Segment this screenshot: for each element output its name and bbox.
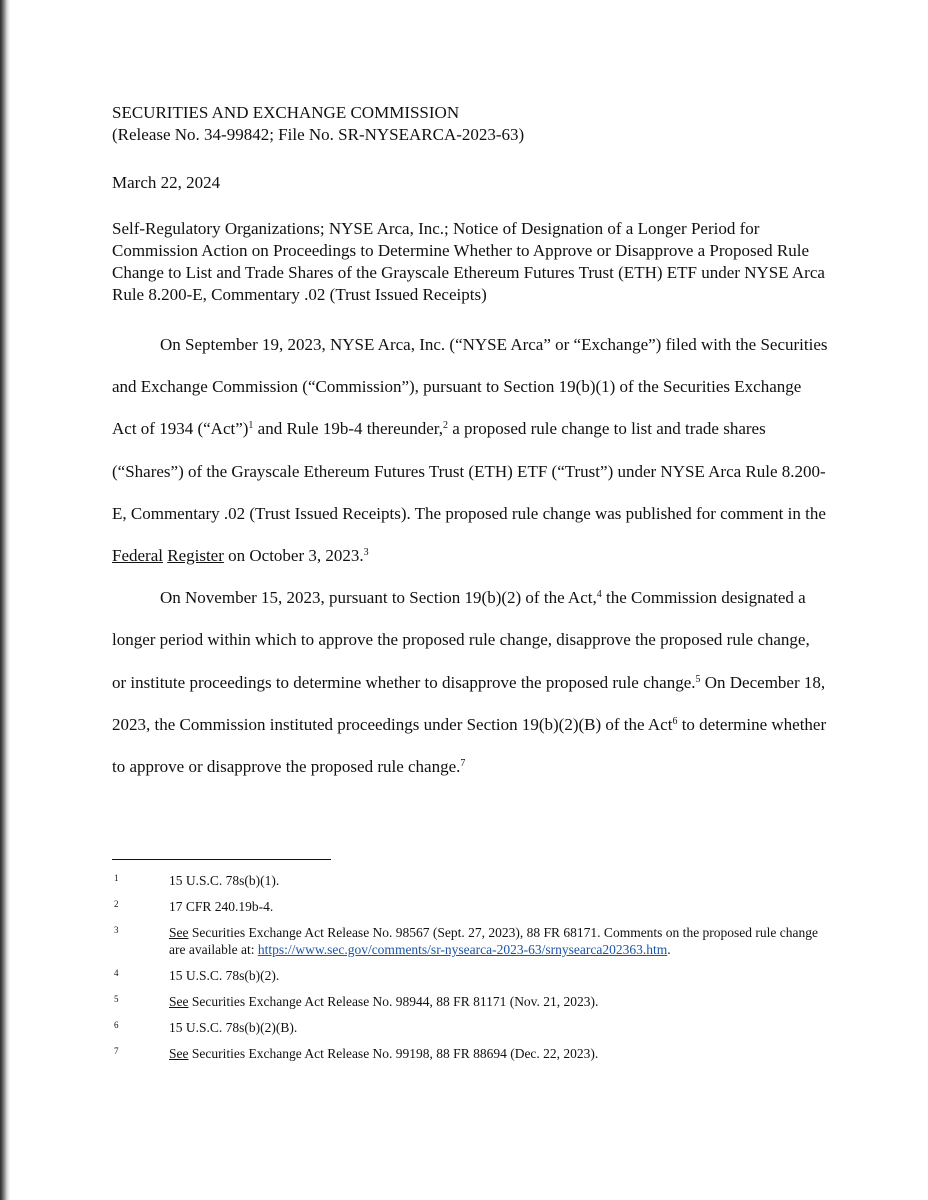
paragraph-1-text-c: a proposed rule change to list and trade shares (“Shares”) of the Grayscale Ethereum Futures Trust (ETH) ETF (“Trust”) under NYSE Arca Rule 8.200-E, Commentary .02 (Trust Issued Receipts). The proposed rule change was published for comment in the xyxy=(112,419,826,523)
document-page xyxy=(112,102,828,788)
footnote-ref-3: 3 xyxy=(363,547,369,559)
footnote-2-text: 17 CFR 240.19b-4. xyxy=(169,899,274,914)
sec-comments-link[interactable]: https://www.sec.gov/comments/sr-nysearca-2023-63/srnysearca202363.htm xyxy=(257,942,668,957)
document-date: March 22, 2024 xyxy=(112,173,221,192)
document-header xyxy=(112,102,828,146)
federal-word: Federal xyxy=(112,546,163,566)
footnote-5 xyxy=(112,993,828,1010)
footnote-ref-1: 1 xyxy=(248,420,254,432)
footnote-7-see: See xyxy=(169,1046,189,1061)
footnote-6-number: 6 xyxy=(114,1020,119,1030)
paragraph-2-text-b: the Commission designated a longer period within which to approve the proposed rule change, disapprove the proposed rule change, or institute proceedings to determine whether to disapprove the proposed rule change. xyxy=(112,588,810,692)
footnote-4-number: 4 xyxy=(114,968,119,978)
footnote-1-number: 1 xyxy=(114,873,119,883)
footnote-7 xyxy=(112,1045,828,1062)
footnote-3 xyxy=(112,924,828,958)
footnotes-section xyxy=(112,872,828,1062)
footnote-2-number: 2 xyxy=(114,899,119,909)
page-edge-shadow xyxy=(0,0,10,1200)
footnote-4-text: 15 U.S.C. 78s(b)(2). xyxy=(169,968,280,983)
paragraph-1-text-b: and Rule 19b-4 thereunder, xyxy=(253,419,443,439)
footnote-ref-2: 2 xyxy=(443,420,448,432)
footnote-3-text: Securities Exchange Act Release No. 98567 (Sept. 27, 2023), 88 FR 68171. Comments on the proposed rule change are available at: xyxy=(169,925,819,957)
agency-name: SECURITIES AND EXCHANGE COMMISSION xyxy=(112,103,460,122)
footnote-7-text: Securities Exchange Act Release No. 99198, 88 FR 88694 (Dec. 22, 2023). xyxy=(188,1046,599,1061)
paragraph-2-text-c: On December 18, 2023, the Commission instituted proceedings under Section 19(b)(2)(B) of the Act xyxy=(112,672,826,734)
footnote-5-number: 5 xyxy=(114,994,119,1004)
footnote-6-text: 15 U.S.C. 78s(b)(2)(B). xyxy=(169,1020,298,1035)
footnote-1 xyxy=(112,872,828,889)
footnote-5-see: See xyxy=(169,994,189,1009)
footnote-ref-4: 4 xyxy=(596,589,602,601)
paragraph-1-text-d: on October 3, 2023. xyxy=(223,546,364,566)
footnote-ref-6: 6 xyxy=(672,715,678,727)
footnote-ref-7: 7 xyxy=(460,758,466,770)
footnote-3-end: . xyxy=(667,942,671,957)
footnote-2 xyxy=(112,898,828,915)
paragraph-2-text-a: On November 15, 2023, pursuant to Section 19(b)(2) of the Act, xyxy=(160,588,597,608)
paragraph-2-text-d: to determine whether to approve or disapprove the proposed rule change. xyxy=(112,714,827,777)
release-number: (Release No. 34-99842; File No. SR-NYSEARCA-2023-63) xyxy=(112,125,525,144)
document-subject: Self-Regulatory Organizations; NYSE Arca, Inc.; Notice of Designation of a Longer Period for Commission Action on Proceedings to Determine Whether to Approve or Disapprove a Proposed Rule Change to List and Trade Shares of the Grayscale Ethereum Futures Trust (ETH) ETF under NYSE Arca Rule 8.200-E, Commentary .02 (Trust Issued Receipts) xyxy=(112,219,825,304)
footnote-divider xyxy=(112,859,331,860)
paragraph-2 xyxy=(112,577,828,788)
footnote-7-number: 7 xyxy=(114,1046,119,1056)
footnote-ref-5: 5 xyxy=(695,673,701,685)
paragraph-1 xyxy=(112,324,828,577)
footnote-3-see: See xyxy=(169,925,189,940)
footnote-4 xyxy=(112,967,828,984)
paragraph-1-text-a: On September 19, 2023, NYSE Arca, Inc. (“NYSE Arca” or “Exchange”) filed with the Securities and Exchange Commission (“Commission”), pursuant to Section 19(b)(1) of the Securities Exchange Act of 1934 (“Act”) xyxy=(112,335,828,439)
footnote-3-number: 3 xyxy=(114,925,119,935)
footnote-6 xyxy=(112,1019,828,1036)
footnote-5-text: Securities Exchange Act Release No. 98944, 88 FR 81171 (Nov. 21, 2023). xyxy=(188,994,599,1009)
register-word: Register xyxy=(167,546,224,566)
footnote-1-text: 15 U.S.C. 78s(b)(1). xyxy=(169,873,280,888)
